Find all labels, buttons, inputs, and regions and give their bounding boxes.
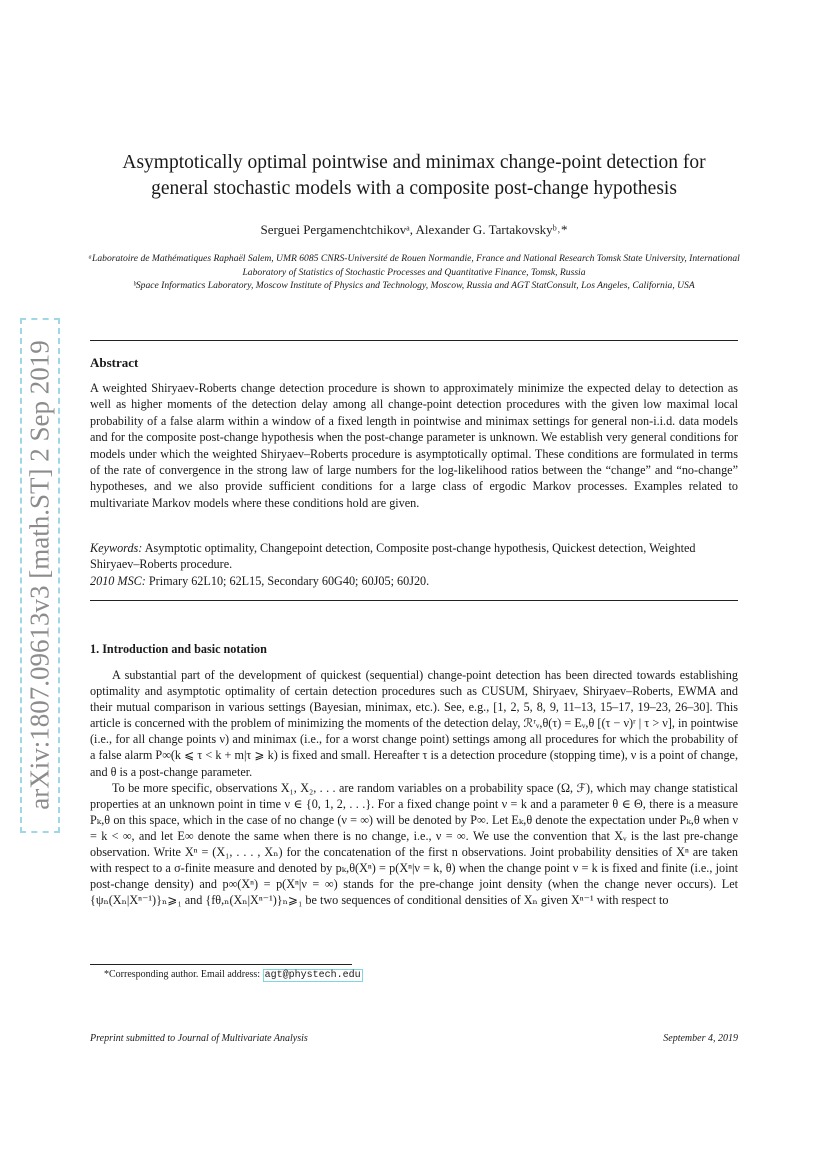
msc-label: 2010 MSC: [90,574,146,588]
title-line-2: general stochastic models with a composite post-change hypothesis [151,178,677,199]
msc-text: Primary 62L10; 62L15, Secondary 60G40; 60J05; 60J20. [148,574,430,588]
keywords-label: Keywords: [90,541,143,555]
section-heading: 1. Introduction and basic notation [90,642,267,656]
keywords-text: Asymptotic optimality, Changepoint detection, Composite post-change hypothesis, Quickest detection, Weighted Shiryaev–Roberts procedure. [90,541,696,572]
footnote-rule [90,964,352,965]
intro-paragraph-2: To be more specific, observations X₁, X₂, . . . are random variables on a probability space (Ω, ℱ), which may change statistical properties at an unknown point in time ν ∈ {0, 1, 2, . . .}. For a fixed change point ν = k and a parameter θ ∈ Θ, there is a measure Pₖ,θ on this space, which in the case of no change (ν = ∞) will be denoted by P∞. Let Eₖ,θ denote the expectation under Pₖ,θ when ν = k < ∞, and let E∞ denote the same when there is no change, i.e., ν = ∞. We use the convention that Xᵥ is the last pre-change observation. Write Xⁿ = (X₁, . . . , Xₙ) for the concatenation of the first n observations. Joint probability densities of Xⁿ are taken with respect to a σ-finite measure and denoted by pₖ,θ(Xⁿ) = p(Xⁿ|ν = k, θ) when the change point ν = k is fixed and finite (i.e., joint post-change density) and p∞(Xⁿ) = p(Xⁿ|ν = ∞) stands for the pre-change joint density (when the change never occurs). Let {ψₙ(Xₙ|Xⁿ⁻¹)}ₙ⩾₁ and {fθ,ₙ(Xₙ|Xⁿ⁻¹)}ₙ⩾₁ be two sequences of conditional densities of Xₙ given Xⁿ⁻¹ with respect to [90,780,738,908]
footer-date: September 4, 2019 [663,1033,738,1044]
affiliation-a: ᵃLaboratoire de Mathématiques Raphaël Salem, UMR 6085 CNRS-Université de Rouen Normandie, France and National Research Tomsk State University, International Laboratory of Statistics of Stochastic Processes and Quantitative Finance, Tomsk, Russia [88,253,740,278]
affiliations [70,252,758,293]
abstract-body: A weighted Shiryaev-Roberts change detection procedure is shown to approximately minimize the expected delay to detection as well as higher moments of the detection delay among all change-point detection procedures with the given low maximal local probability of a false alarm within a window of a fixed length in pointwise and minimax settings for general non-i.i.d. data models and for the composite post-change hypothesis when the post-change parameter is unknown. We establish very general conditions for models under which the weighted Shiryaev–Roberts procedure is asymptotically optimal. These conditions are formulated in terms of the rate of convergence in the strong law of large numbers for the log-likelihood ratios between the “change” and “no-change” hypotheses, and we also provide sufficient conditions for a large class of ergodic Markov processes. Examples related to multivariate Markov models where these conditions hold are given. [90,381,738,510]
email-link[interactable]: agt@phystech.edu [264,970,361,981]
paper-title [60,150,768,202]
keywords [90,540,738,573]
introduction-text [90,667,738,908]
title-line-1: Asymptotically optimal pointwise and minimax change-point detection for [122,152,706,173]
arxiv-identifier[interactable]: arXiv:1807.09613v3 [math.ST] 2 Sep 2019 [24,340,55,810]
affiliation-b: ᵇSpace Informatics Laboratory, Moscow Institute of Physics and Technology, Moscow, Russia and AGT StatConsult, Los Angeles, California, USA [133,280,695,291]
footnote [104,969,752,981]
footer-journal: Preprint submitted to Journal of Multivariate Analysis [90,1033,308,1044]
footnote-text: *Corresponding author. Email address: [104,969,261,980]
abstract-bottom-rule [90,600,738,601]
msc-codes [90,573,738,589]
intro-paragraph-1: A substantial part of the development of quickest (sequential) change-point detection has been directed towards establishing optimality and asymptotic optimality of certain detection procedures such as CUSUM, Shiryaev, Shiryaev–Roberts, EWMA and their mutual comparison in various settings (Bayesian, minimax, etc.). See, e.g., [1, 2, 5, 8, 9, 11–13, 15–17, 19–23, 26–30]. This article is concerned with the problem of minimizing the moments of the detection delay, ℛʳᵥ,θ(τ) = Eᵥ,θ [(τ − ν)ʳ | τ > ν], in pointwise (i.e., for all change points ν) and minimax (i.e., for a worst change point) settings among all procedures for which the probability of a false alarm P∞(k ⩽ τ < k + m|τ ⩾ k) is fixed and small. Hereafter τ is a detection procedure (stopping time), ν is a point of change, and θ is a post-change parameter. [90,668,738,779]
abstract-top-rule [90,340,738,341]
abstract-heading: Abstract [90,355,139,370]
author-list: Serguei Pergamenchtchikovᵃ, Alexander G. Tartakovskyᵇ˒* [260,222,568,237]
